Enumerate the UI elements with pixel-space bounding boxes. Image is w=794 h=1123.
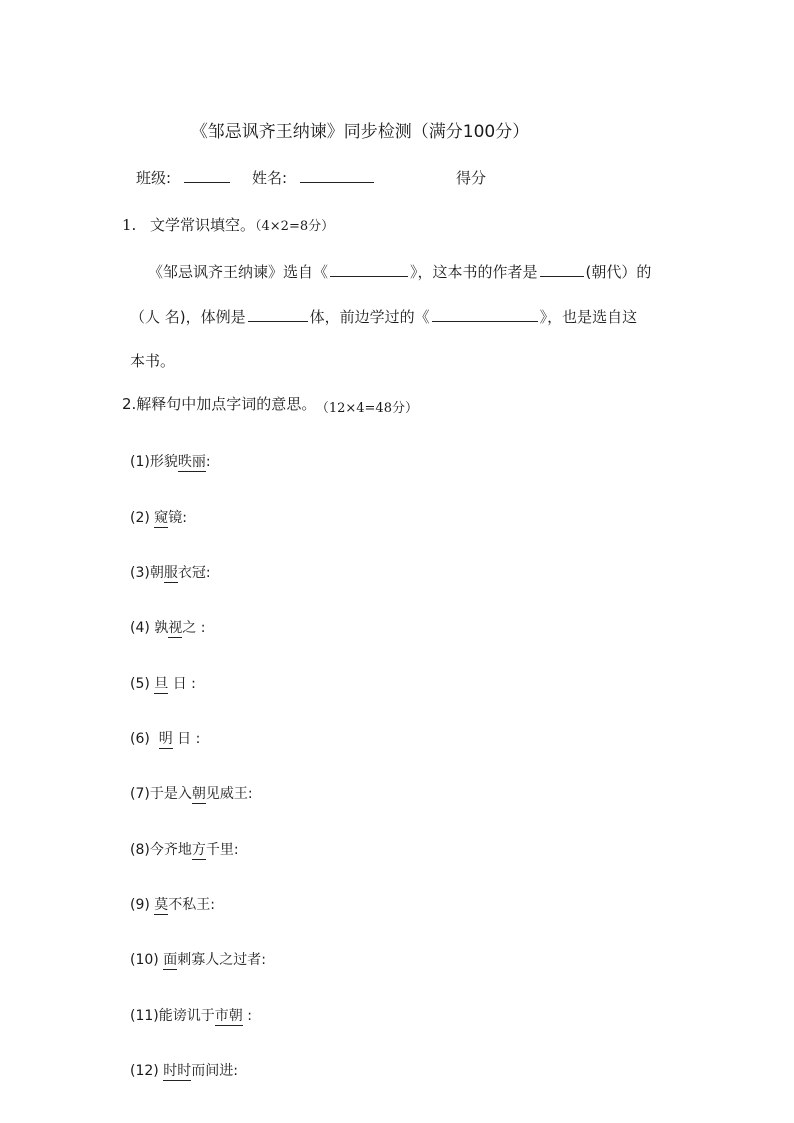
dotted-word: 市朝 bbox=[214, 1008, 243, 1024]
question-2-item bbox=[130, 728, 200, 748]
dotted-word: 窥 bbox=[154, 510, 169, 526]
style-blank[interactable] bbox=[248, 307, 308, 322]
question-2-item bbox=[130, 562, 211, 582]
item-suffix: 见威王: bbox=[205, 786, 253, 802]
question-1-text: 文学常识填空。 bbox=[150, 216, 256, 234]
page-title: 《邹忌讽齐王纳谏》同步检测（满分100分） bbox=[190, 122, 530, 142]
item-prefix: (3)朝 bbox=[130, 565, 164, 581]
dotted-word: 视 bbox=[168, 620, 183, 636]
question-2-item bbox=[130, 894, 215, 914]
question-2-item bbox=[130, 673, 196, 693]
item-prefix: (7)于是入 bbox=[130, 786, 192, 802]
item-suffix: 之 : bbox=[182, 620, 206, 636]
question-1-line-1: 《邹忌讽齐王纳谏》选自《 》，这本书的作者是 (朝代）的 bbox=[148, 263, 652, 281]
dotted-word: 方 bbox=[191, 842, 206, 858]
book-blank[interactable] bbox=[330, 262, 408, 277]
dotted-word: 莫 bbox=[154, 897, 169, 913]
question-2-score: （12×4=48分） bbox=[322, 401, 418, 416]
question-2-item bbox=[130, 507, 187, 527]
item-prefix: (5) bbox=[130, 676, 155, 692]
item-prefix: (11)能谤讥于 bbox=[130, 1008, 215, 1024]
question-2-item bbox=[130, 839, 239, 859]
question-1-line-3: 本书。 bbox=[130, 352, 176, 370]
item-suffix: 不私王: bbox=[168, 897, 215, 913]
item-prefix: (4) 孰 bbox=[130, 620, 169, 636]
dynasty-blank[interactable] bbox=[540, 262, 584, 277]
name-label: 姓名: bbox=[252, 169, 288, 187]
dotted-word: 昳丽 bbox=[177, 454, 206, 470]
question-2-item bbox=[130, 451, 211, 471]
name-field bbox=[252, 167, 376, 188]
question-2-heading bbox=[122, 393, 418, 414]
dotted-word: 明 bbox=[158, 731, 173, 747]
item-suffix: 而间进: bbox=[191, 1063, 238, 1079]
item-prefix: (2) bbox=[130, 510, 155, 526]
class-field bbox=[136, 167, 232, 188]
dotted-word: 服 bbox=[163, 565, 178, 581]
class-blank[interactable] bbox=[184, 168, 230, 183]
question-2-item bbox=[130, 1005, 252, 1025]
item-suffix: : bbox=[205, 454, 211, 470]
item-suffix: : bbox=[242, 1008, 252, 1024]
dotted-word: 面 bbox=[163, 952, 178, 968]
item-suffix: 日 : bbox=[172, 731, 201, 747]
question-2-item bbox=[130, 783, 253, 803]
item-suffix: 镜: bbox=[168, 510, 187, 526]
score-label: 得分 bbox=[456, 169, 487, 187]
question-1-score: （4×2=8分） bbox=[255, 219, 335, 234]
name-blank[interactable] bbox=[300, 168, 374, 183]
question-2-item bbox=[130, 1060, 238, 1080]
class-label: 班级: bbox=[136, 169, 172, 187]
item-suffix: 刺寡人之过者: bbox=[177, 952, 266, 968]
question-2-text: 2.解释句中加点字词的意思。 bbox=[122, 395, 317, 413]
item-prefix: (10) bbox=[130, 952, 164, 968]
question-1-number: 1. bbox=[122, 216, 137, 234]
item-prefix: (12) bbox=[130, 1063, 164, 1079]
dotted-word: 旦 bbox=[154, 676, 169, 692]
item-prefix: (1)形貌 bbox=[130, 454, 178, 470]
question-2-item bbox=[130, 949, 266, 969]
question-1-line-2: （人 名)，体例是 体，前边学过的《 》，也是选自这 bbox=[130, 308, 638, 326]
previous-text-blank[interactable] bbox=[432, 307, 538, 322]
question-2-item bbox=[130, 617, 205, 637]
item-suffix: 千里: bbox=[205, 842, 239, 858]
item-prefix: (8)今齐地 bbox=[130, 842, 192, 858]
dotted-word: 时时 bbox=[163, 1063, 192, 1079]
item-prefix: (9) bbox=[130, 897, 155, 913]
item-suffix: 日 : bbox=[168, 676, 196, 692]
item-suffix: 衣冠: bbox=[177, 565, 211, 581]
item-prefix: (6) bbox=[130, 731, 159, 747]
dotted-word: 朝 bbox=[191, 786, 206, 802]
question-1-heading bbox=[122, 214, 334, 235]
